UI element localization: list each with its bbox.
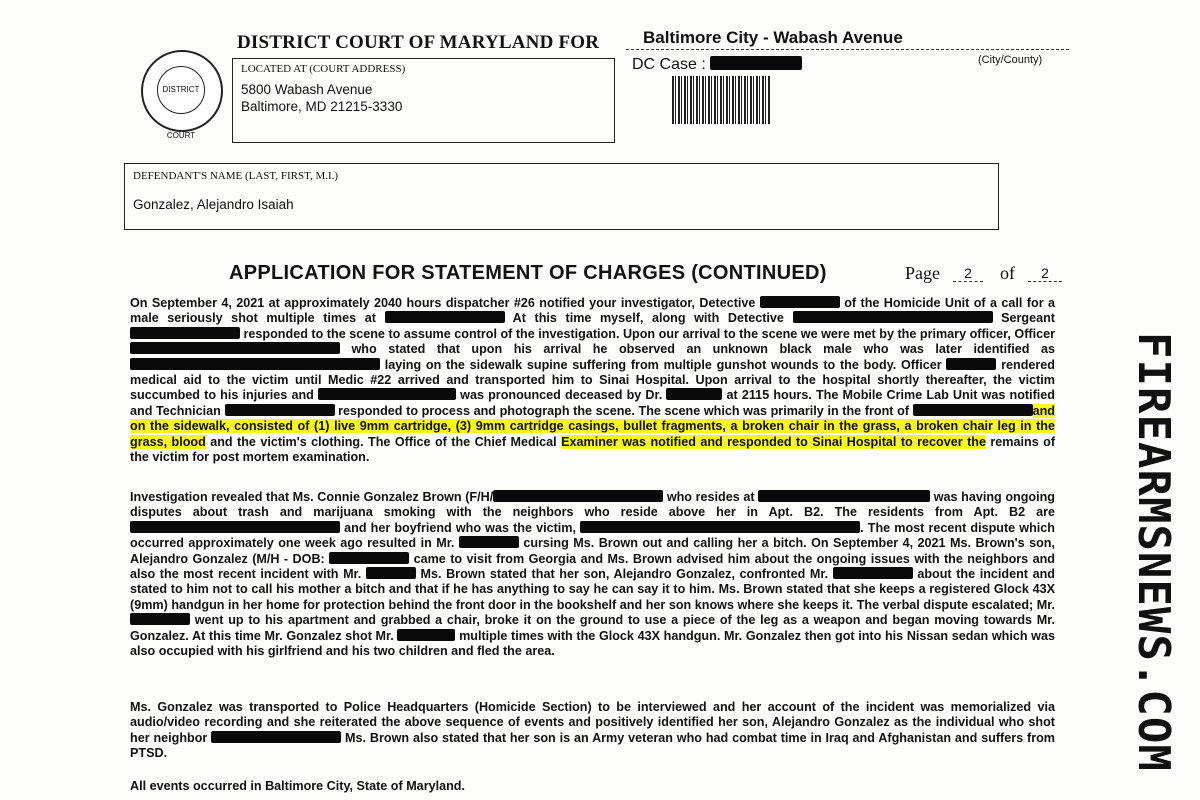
redaction [493, 490, 663, 502]
text-span: was having ongoing disputes about trash and marijuana smoking with the neighbors who reside above her in Apt. B2. The residents from Apt. B2 are [130, 490, 1056, 520]
redaction [397, 629, 455, 641]
text-span: laying on the sidewalk supine suffering from multiple gunshot wounds to the body. Officer [380, 357, 947, 372]
text-span: Sergeant [992, 311, 1055, 326]
text-span: went up to his apartment and grabbed a chair, broke it on the ground to use a piece of the leg as a weapon and began moving towards Mr. Gonzalez. At this time Mr. Gonzalez shot Mr. [130, 613, 1055, 643]
redaction [211, 731, 341, 743]
dc-case-text: DC Case : [632, 56, 706, 73]
redaction [130, 521, 340, 533]
text-span: was pronounced deceased by Dr. [456, 388, 667, 403]
page-label: Page [905, 263, 940, 283]
redaction [366, 567, 416, 579]
text-span: remains of the victim for post mortem examination. [130, 434, 1056, 465]
redaction [580, 521, 860, 533]
court-seal-emblem [157, 66, 205, 140]
text-span: Investigation revealed that Ms. Connie Gonzalez Brown (F/H/ [130, 490, 494, 504]
highlighted-text: and on the sidewalk, consisted of (1) live 9mm cartridge, (3) 9mm cartridge casings, bullet fragments, a broken chair in the grass, a broken chair leg in the grass, blood [130, 403, 1055, 449]
address-line-2: Baltimore, MD 21215-3330 [241, 99, 403, 114]
text-span: about the incident and stated to him not to call his mother a bitch and that if he has anything to say he can say it to him. Ms. Brown stated that she keeps a registered Glock 43X (9mm) handgun in her home for protection behind the front door in the bookshelf and her son knows where she keeps it. The verbal dispute escalated; Mr. [130, 567, 1055, 612]
redaction [793, 311, 993, 323]
paragraph-investigation [130, 490, 1055, 659]
seal-text: DISTRICT COURT [162, 85, 200, 140]
text-span: cursing Ms. Brown out and calling her a bitch. On September 4, 2021 Ms. Brown's son, Alejandro Gonzalez (M/H - DOB: [130, 536, 1055, 566]
redaction [130, 327, 240, 339]
page-total: 2 [1028, 265, 1062, 282]
page-number: 2 [953, 265, 983, 282]
redaction [130, 342, 340, 354]
redaction [329, 552, 409, 564]
redaction [913, 404, 1033, 416]
text-span: at 2115 hours. The Mobile Crime Lab Unit was notified and Technician [130, 388, 1055, 418]
redaction [130, 613, 190, 625]
paragraph-jurisdiction: All events occurred in Baltimore City, State of Maryland. [130, 779, 465, 793]
court-location: Baltimore City - Wabash Avenue [643, 28, 903, 47]
text-span: and her boyfriend who was the victim, [340, 520, 581, 535]
address-label: LOCATED AT (COURT ADDRESS) [241, 63, 406, 75]
highlighted-text: Examiner was notified and responded to Sinai Hospital to recover the [561, 434, 986, 449]
defendant-name: Gonzalez, Alejandro Isaiah [133, 197, 294, 212]
text-span: came to visit from Georgia and Ms. Brown advised him about the ongoing issues with the neighbors and also the most recent incident with Mr. [130, 551, 1055, 582]
watermark: FIREARMSNEWS.COM [1128, 332, 1179, 772]
text-span: Ms. Brown stated that her son, Alejandro Gonzalez, confronted Mr. [415, 567, 833, 582]
address-line-1: 5800 Wabash Avenue [241, 82, 373, 97]
location-underline [626, 49, 1069, 50]
text-span: multiple times with the Glock 43X handgun. Mr. Gonzalez then got into his Nissan sedan which was also occupied with his girlfriend and his two children and fled the area. [130, 628, 1055, 659]
text-span: Ms. Brown also stated that her son is an Army veteran who had combat time in Iraq and Afghanistan and suffers from PTSD. [130, 730, 1055, 761]
document-heading: APPLICATION FOR STATEMENT OF CHARGES (CONTINUED) [229, 262, 827, 284]
redaction [318, 388, 456, 400]
dc-case-label [632, 56, 802, 74]
redaction [946, 358, 996, 370]
defendant-label: DEFENDANT'S NAME (LAST, FIRST, M.I.) [133, 170, 339, 182]
defendant-box [124, 163, 999, 230]
text-span: who resides at [663, 490, 759, 504]
redaction [385, 311, 505, 323]
text-span: responded to the scene to assume control of the investigation. Upon our arrival to the scene we were met by the primary officer, Officer [240, 326, 1055, 341]
redaction [758, 490, 930, 502]
paragraph-incident [130, 296, 1055, 465]
court-seal [141, 50, 223, 140]
text-span: . The most recent dispute which occurred approximately one week ago resulted in Mr. [130, 520, 1055, 551]
text-span: of the Homicide Unit of a call for a male seriously shot multiple times at [130, 296, 1055, 326]
court-address-box [232, 58, 615, 143]
city-county-label: (City/County) [978, 54, 1043, 66]
redaction [225, 404, 335, 416]
text-span: who stated that upon his arrival he observed an unknown black male who was later identified as [340, 342, 1055, 357]
redaction [130, 358, 380, 370]
text-span: rendered medical aid to the victim until Medic #22 arrived and transported him to Sinai Hospital. Upon arrival to the hospital shortly thereafter, the victim succumbed to his injuries and [130, 357, 1055, 403]
text-span: On September 4, 2021 at approximately 2040 hours dispatcher #26 notified your investigator, Detective [130, 296, 760, 310]
redaction [833, 567, 913, 579]
text-span: responded to process and photograph the scene. The scene which was primarily in the front of [334, 403, 913, 418]
case-barcode [672, 76, 770, 124]
dc-case-redaction [710, 56, 802, 70]
text-span: and the victim's clothing. The Office of the Chief Medical [205, 434, 562, 449]
of-label: of [1000, 263, 1015, 283]
court-title: DISTRICT COURT OF MARYLAND FOR [237, 32, 600, 53]
redaction [666, 388, 722, 400]
text-span: Ms. Gonzalez was transported to Police Headquarters (Homicide Section) to be interviewed and her account of the incident was memorialized via audio/video recording and she reiterated the above sequence of events and positively identified her son, Alejandro Gonzalez as the individual who shot her neighbor [130, 700, 1055, 745]
text-span: At this time myself, along with Detective [504, 311, 793, 326]
redaction [459, 536, 519, 548]
redaction [760, 296, 840, 308]
paragraph-interview [130, 700, 1055, 762]
